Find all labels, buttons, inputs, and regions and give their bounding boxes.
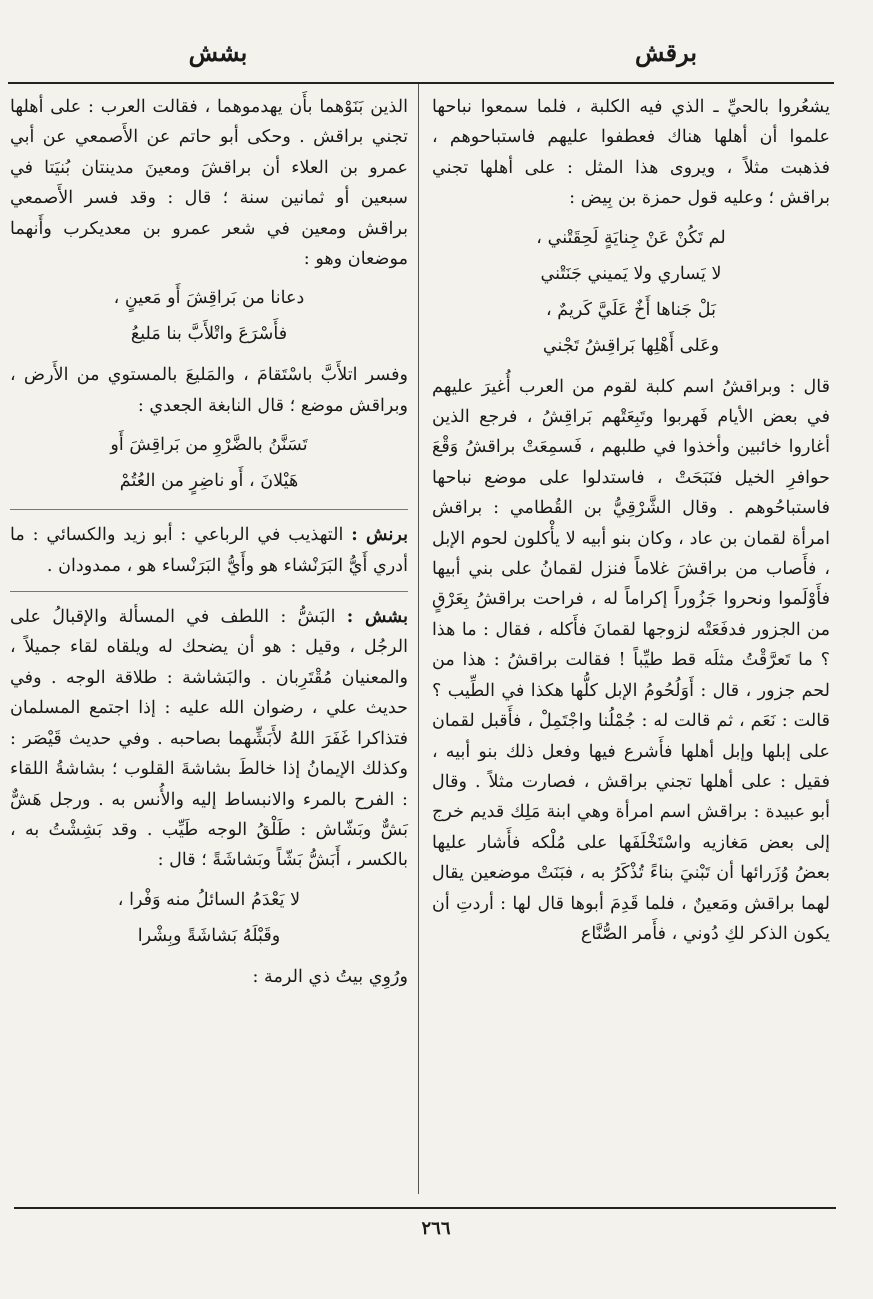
entry-bshsh	[10, 602, 408, 876]
paragraph: الذين بَنَوْهما بأَن يهدموهما ، فقالت العرب : على أهلها تجني براقش . وحكى أبو حاتم عن الأَصمعي عن أبي عمرو بن العلاء أن براقشَ ومعينَ مدينتان بُنيَتا في سبعين أو ثمانين سنة ؛ قال : وقد فسر الأَصمعي براقش ومعين في شعر عمرو بن معديكرب وأَنهما موضعان وهو :	[10, 97, 408, 270]
paragraph: قال : وبراقشُ اسم كلبة لقوم من العرب أُغيرَ عليهم في بعض الأيام فَهربوا وتَبِعَتْهم بَراقِشُ ، فرجع الذين أغاروا خائبين وأخذوا في طلبهم ، فَسمِعَتْ براقشُ وَقْعَ حوافرِ الخيل فنَبَحَتْ ، فاستدلوا على موضع نباحها فاستباحُوهم . وقال الشَّرْقِيُّ بن القُطامي : براقش امرأة لقمان بن عاد ، وكان بنو أبيه لا يأْكلون لحوم الإبل ، فأَصاب من براقشَ غلاماً فنزل لقمانُ على بني أبيها فأَوْلَموا ونحروا جَزُوراً إكراماً له ، فراحت براقشُ بِعَرْقٍ من الجزور فدفَعَتْه لزوجها لقمانَ فأَكله ، فقال : ما هذا ؟ ما تَعرَّقْتُ مثلَه قط طيِّباً ! فقالت براقشُ : هذا من لحم جزور ، قال : أَوَلُحُومُ الإبل كلُّها هكذا في الطِّيب ؟ قالت : نَعَم ، ثم قالت له : جُمْلُنا واجْتَمِلْ ، فأَقبل لقمان على إبلها وإبل أهلها فأَشرع فيها وفعل ذلك بنو أبيه ، فقيل : على أهلها تجني براقش ، فصارت مثلاً . وقال أبو عبيدة : براقش اسم امرأة وهي ابنة مَلِك قديم خرج إلى بعض مَغازيه واسْتَخْلَفَها على مُلْكه فأَشار عليها بعضُ وُزَرائها أن تَبْنيَ بناءً تُذْكَرُ به ، فبَنَتْ موضعين يقال لهما براقش ومَعينٌ ، فلما قَدِمَ أبوها قال لها : أردتِ أن يكون الذكر لكِ دُوني ، فأَمر الصُّنَّاع	[432, 376, 830, 944]
verse-line: وعَلى أَهْلِها بَراقِشُ تَجْني	[542, 335, 720, 356]
footer-rule	[14, 1207, 836, 1209]
page-header-left: بشش	[188, 38, 248, 67]
verse-line: لا يَساري ولا يَميني جَنَتْني	[540, 263, 722, 284]
verse-line: دعانا من بَراقِشَ أَو مَعينٍ ،	[113, 288, 305, 309]
right-column	[432, 92, 830, 949]
headword: برنش :	[351, 524, 408, 546]
page-number: ٢٦٦	[421, 1218, 451, 1239]
headword: بشش :	[346, 606, 408, 628]
verse-line: بَلْ جَناها أَخٌ عَلَيَّ كَريمٌ ،	[546, 299, 716, 320]
entry-brnsh	[10, 520, 408, 581]
verse-block	[10, 427, 408, 499]
paragraph: وفسر اتلأَبَّ باسْتَقامَ ، والمَليعَ بالمستوي من الأَرض ، وبراقش موضع ؛ قال النابغة الجعدي :	[10, 365, 408, 416]
entry-separator	[10, 591, 408, 592]
verse-line: هَيْلانَ ، أَو ناضِرٍ من العُتُمْ	[119, 471, 299, 492]
verse-line: تَسَنَّنُ بالضَّرْوِ من بَراقِشَ أَو	[110, 435, 308, 456]
paragraph: ورُوِي بيتُ ذي الرمة :	[252, 966, 408, 987]
entry-text: البَشُّ : اللطف في المسألة والإقبالُ على الرجُل ، وقيل : هو أن يضحك له ويلقاه لقاء جميلاً ، والمعنيان مُقْتَرِبان . والبَشاشة : طلاقة الوجه . وفي حديث علي ، رضوان الله عليه : إذا اجتمع المسلمان فتذاكرا غَفَرَ اللهُ لأَبَشِّهما بصاحبه . وفي حديث قَيْصَر : وكذلك الإيمانُ إذا خالطَ بشاشةَ القلوب ؛ بشاشةُ اللقاء : الفرح بالمرء والانبساط إليه والأُنس به . ورجل هَشٌّ بَشٌّ وبَشّاش : طَلْقُ الوجه طَيِّب . وقد بَشِشْتُ به ، بالكسر ، أَبَشُّ بَشّاً وبَشاشَةً ؛ قال :	[10, 607, 408, 871]
verse-line: لم تَكُنْ عَنْ جِنايَةٍ لَحِقَتْني ،	[536, 227, 726, 248]
header-rule	[8, 82, 834, 84]
verse-line: فأَسْرَعَ واتْلأَبَّ بنا مَليعُ	[130, 324, 288, 345]
verse-block	[432, 220, 830, 364]
verse-block	[10, 882, 408, 954]
paragraph: يشعُروا بالحيِّ ـ الذي فيه الكلبة ، فلما سمعوا نباحها علموا أن أهلها هناك فعطفوا عليهم فاستباحوهم ، فذهبت مثلاً ، ويروى هذا المثل : على أهلها تجني براقش ؛ وعليه قول حمزة بن بِيض :	[432, 97, 830, 209]
page-header-right: برقش	[635, 38, 697, 67]
column-divider	[418, 84, 419, 1194]
verse-block	[10, 280, 408, 352]
left-column	[10, 92, 408, 992]
entry-text: التهذيب في الرباعي : أبو زيد والكسائي : ما أدري أَيُّ البَرَنْشاء هو وأَيُّ البَرَنْساء هو ، ممدودان .	[10, 525, 408, 576]
verse-line: لا يَعْدَمُ السائلُ منه وَفْرا ،	[117, 889, 301, 910]
verse-line: وقَبْلَهُ بَشاشَةً وبِشْرا	[137, 925, 281, 946]
entry-separator	[10, 509, 408, 510]
